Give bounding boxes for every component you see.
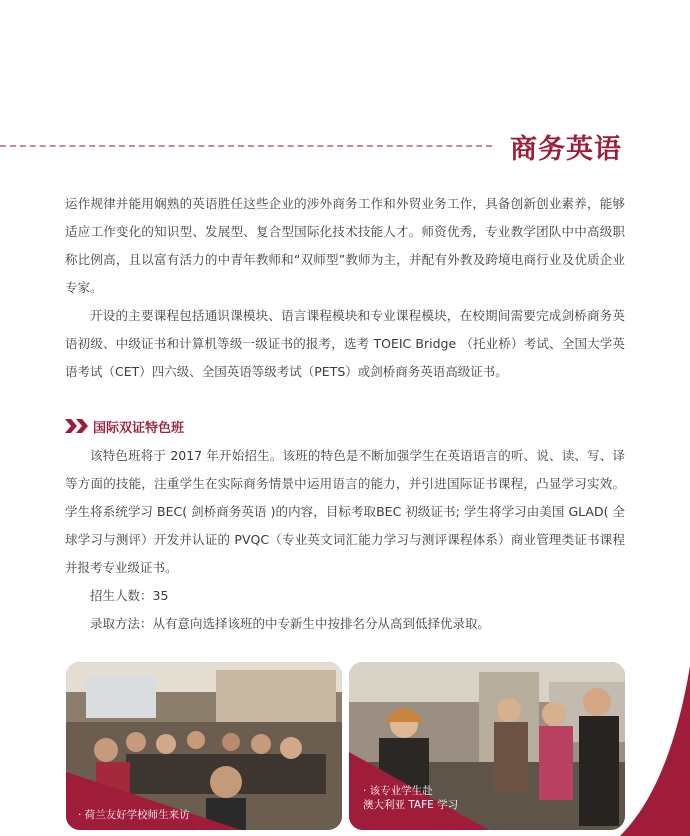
section-title: 国际双证特色班 (93, 420, 185, 436)
intro-paragraph-2: 开设的主要课程包括通识课模块、语言课程模块和专业课程模块，在校期间需要完成剑桥商务英语初级、中级证书和计算机等级一级证书的报考，选考 TOEIC Bridge （托业桥）考试、全国大学英语考试（CET）四六级、全国英语等级考试（PETS）或剑桥商务英语高级证书。 (65, 308, 625, 379)
section-heading (65, 416, 184, 436)
photo-dutch-visit-caption: · 荷兰友好学校师生来访 (78, 809, 190, 821)
photo-dutch-visit (66, 662, 342, 830)
admission-method: 录取方法：从有意向选择该班的中专新生中按排名分从高到低择优录取。 (90, 616, 491, 631)
photo-tafe-caption-line-1: · 该专业学生赴 (363, 785, 433, 797)
enrollment-count: 招生人数：35 (90, 588, 169, 603)
photo-tafe-study-caption (363, 784, 458, 812)
section-paragraph: 该特色班将于 2017 年开始招生。该班的特色是不断加强学生在英语语言的听、说、读、写、译等方面的技能，注重学生在实际商务情景中运用语言的能力，并引进国际证书课程，凸显学习实效。学生将系统学习 BEC( 剑桥商务英语 )的内容，目标考取BEC 初级证书; 学生将学习由美国 GLAD( 全球学习与测评）开发并认证的 PVQC（专业英文词汇能力学习与测评课程体系）商业管理类证书课程并报考专业级证书。 (65, 448, 625, 575)
double-chevron-icon (65, 419, 89, 433)
intro-paragraph-1: 运作规律并能用娴熟的英语胜任这些企业的涉外商务工作和外贸业务工作，具备创新创业素养，能够适应工作变化的知识型、发展型、复合型国际化技术技能人才。师资优秀，专业教学团队中中高级职称比例高，且以富有活力的中青年教师和“双师型”教师为主，并配有外教及跨境电商行业及优质企业专家。 (65, 196, 625, 295)
photo-dutch-visit-illustration (66, 662, 342, 830)
page-title: 商务英语 (510, 134, 622, 165)
header-dashed-rule (0, 145, 492, 147)
decorative-corner (610, 666, 690, 836)
photo-tafe-caption-line-2: 澳大利亚 TAFE 学习 (363, 799, 459, 811)
photo-tafe-study (349, 662, 625, 830)
